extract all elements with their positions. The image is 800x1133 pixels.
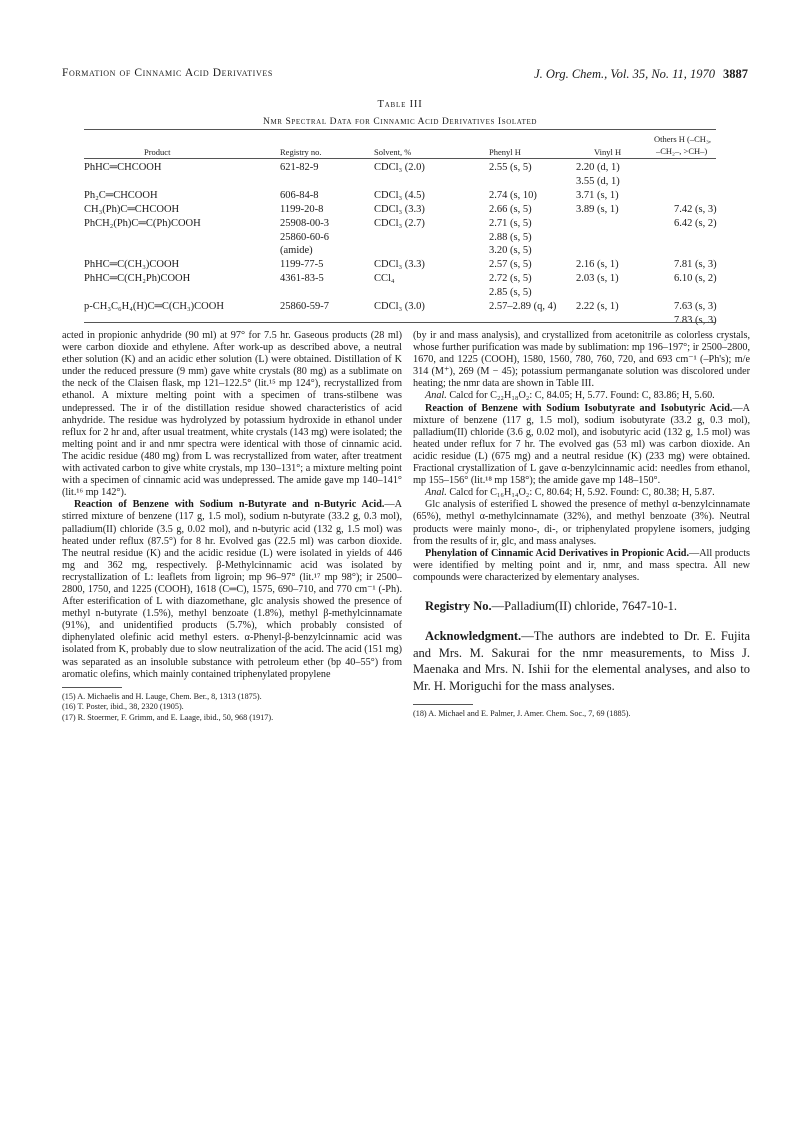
- table-cell-product: PhCH₂(Ph)C═C(Ph)COOH: [84, 217, 201, 229]
- table-cell-others: 6.10 (s, 2): [674, 273, 717, 285]
- table-cell-registry: 1199-77-5: [280, 259, 324, 271]
- column-header-product: Product: [144, 147, 171, 157]
- table-cell-registry: 4361-83-5: [280, 273, 324, 285]
- paragraph-crystallization: (by ir and mass analysis), and crystallized from acetonitrile as colorless crystals, whose further purification was made by sublimation: mp 196–197°; ir 2500–2800, 1670, and 1225 (COOH), 1580, 1560, 780, 760, 720, and 693 cm⁻¹ (–Ph's); m/e 314 (M⁺), 269 (M − 45); potassium permanganate solution was discolored under heating; the nmr data are shown in Table III.: [413, 330, 750, 390]
- column-header-others-line1: Others H (–CH₃,: [654, 134, 712, 144]
- anal-values: Calcd for C₁₆H₁₄O₂: C, 80.64; H, 5.92. Found: C, 80.38; H, 5.87.: [446, 487, 715, 499]
- footnote-17: (17) R. Stoermer, F. Grimm, and E. Laage, ibid., 50, 968 (1917).: [62, 712, 274, 722]
- section-heading-phenylation: Phenylation of Cinnamic Acid Derivatives in Propionic Acid.: [425, 547, 690, 559]
- table-cell-vinyl: 3.71 (s, 1): [576, 189, 619, 201]
- table-cell-phenyl: 2.66 (s, 5): [489, 203, 532, 215]
- table-cell-phenyl: 2.72 (s, 5): [489, 273, 532, 285]
- table-cell-vinyl: 2.16 (s, 1): [576, 259, 619, 271]
- running-header: [62, 67, 748, 87]
- column-header-solvent: Solvent, %: [374, 147, 412, 157]
- table-header-rule: [84, 158, 716, 159]
- table-cell-solvent: CDCl₃ (2.7): [374, 217, 425, 229]
- running-header-title: Formation of Cinnamic Acid Derivatives: [62, 67, 273, 79]
- section-body-phenylation: —All products were identified by melting point and ir, nmr, and mass spectra. All new compounds were characterized by elementary analyses.: [413, 547, 750, 583]
- table-cell-registry: 621-82-9: [280, 162, 319, 173]
- paragraph-glc-analysis: Glc analysis of esterified L showed the presence of methyl α-benzylcinnamate (65%), methyl α-methylcinnamate (32%), and methyl benzoate (3%). Neutral products were mainly mono-, di-, or triphenylated propylene isomers, judging from the results of ir, glc, and mass analyses.: [413, 499, 750, 547]
- table-cell-solvent: CCl₄: [374, 273, 395, 285]
- table-cell-registry: (amide): [280, 245, 313, 257]
- table-cell-registry: 25860-60-6: [280, 231, 329, 243]
- table-cell-others: 7.42 (s, 3): [674, 203, 717, 215]
- table-cell-phenyl: 2.71 (s, 5): [489, 217, 532, 229]
- table-cell-product: PhHC═C(CH₃)COOH: [84, 259, 180, 271]
- section-body-butyrate: —A stirred mixture of benzene (117 g, 1.5 mol), sodium n-butyrate (33.2 g, 0.3 mol), palladium(II) chloride (3.5 g, 0.02 mol), and n-butyric acid (132 g, 1.5 mol) was heated under reflux (87.5°) for 8 hr. Evolved gas (22.5 ml) was carbon dioxide. The neutral residue (K) and the acidic residue (L) were isolated in yields of 446 mg and 362 mg, respectively. β-Methylcinnamic acid was isolated by recrystallization of L: leaflets from ligroin; mp 96–97° (lit.¹⁷ mp 98°); ir 2500–2800, 1750, and 1225 (COOH), 1618 (C═C), 1575, 690–710, and 770 cm⁻¹ (-Ph). After esterification of L with diazomethane, glc analysis showed the presence of methyl n-butyrate (1.5%), methyl benzoate (1.8%), methyl β-methylcinnamate (91%), and unidentified products (5.7%), which probably consisted of diphenylated olefinic acid methyl esters. α-Phenyl-β-benzylcinnamic acid was isolated from K, probably due to slow neutralization of the acid. The acid (151 mg) was separated as an insoluble substance with petroleum ether (bp 40–55°) from aromatic olefins, which mainly contained triphenylated propylene: [62, 499, 402, 680]
- table-title: Table III: [377, 99, 423, 110]
- table-cell-registry: 25908-00-3: [280, 217, 329, 229]
- anal-values: Calcd for C₂₂H₁₈O₂: C, 84.05; H, 5.77. Found: C, 83.86; H, 5.60.: [446, 390, 715, 402]
- anal-label: Anal.: [425, 390, 447, 402]
- column-header-vinyl: Vinyl H: [594, 147, 622, 157]
- section-heading-isobutyrate: Reaction of Benzene with Sodium Isobutyrate and Isobutyric Acid.: [425, 402, 733, 414]
- registry-number-line: [413, 598, 750, 615]
- table-cell-registry: 25860-59-7: [280, 301, 329, 312]
- footnote-16: (16) T. Poster, ibid., 38, 2320 (1905).: [62, 702, 184, 712]
- table-cell-others: 7.81 (s, 3): [674, 259, 717, 271]
- table-cell-solvent: CDCl₃ (3.0): [374, 301, 425, 312]
- table-cell-product: PhHC═C(CH₂Ph)COOH: [84, 273, 191, 285]
- registry-body: —Palladium(II) chloride, 7647-10-1.: [491, 598, 678, 613]
- left-text-column: [62, 330, 402, 724]
- footnote-15: (15) A. Michaelis and H. Lauge, Chem. Ber., 8, 1313 (1875).: [62, 691, 262, 701]
- acknowledgment: [413, 628, 750, 694]
- paragraph-butyrate-reaction: [62, 499, 402, 680]
- table-cell-product: Ph₂C═CHCOOH: [84, 189, 158, 201]
- table-cell-vinyl: 3.55 (d, 1): [576, 175, 620, 187]
- table-cell-others: 6.42 (s, 2): [674, 217, 717, 229]
- paragraph-isobutyrate-reaction: [413, 403, 750, 488]
- table-cell-phenyl: 3.20 (s, 5): [489, 245, 532, 257]
- table-cell-phenyl: 2.55 (s, 5): [489, 162, 532, 173]
- section-body-isobutyrate: —A mixture of benzene (117 g, 1.5 mol), sodium isobutyrate (33.2 g, 0.3 mol), palladium(II) chloride (3.6 g, 0.02 mol), and isobutyric acid (132 g, 1.5 mol) was heated under reflux for 7 hr. The evolved gas (53 ml) was carbon dioxide. An acidic residue (L) (675 mg) and a neutral residue (K) (233 mg) were obtained. Fractional crystallization of L gave α-benzylcinnamic acid: needles from ethanol, mp 155–156° (lit.¹⁸ mp 158°); the amide gave mp 148–150°.: [413, 402, 750, 487]
- right-text-column: [413, 330, 750, 720]
- table-top-rule: [84, 129, 716, 130]
- table-caption: Nmr Spectral Data for Cinnamic Acid Derivatives Isolated: [262, 117, 538, 127]
- table-cell-vinyl: 2.03 (s, 1): [576, 273, 619, 285]
- registry-heading: Registry No.: [425, 598, 492, 613]
- table-cell-phenyl: 2.74 (s, 10): [489, 189, 537, 201]
- table-cell-product: p-CH₃C₆H₄(H)C═C(CH₃)COOH: [84, 301, 224, 312]
- table-cell-product: PhHC═CHCOOH: [84, 162, 162, 173]
- paragraph-stilbene-workup: acted in propionic anhydride (90 ml) at 97° for 7.5 hr. Gaseous products (28 ml) were carbon dioxide and ethylene. After work-up as described above, a neutral ether solution (K) and an acidic ether solution (L) were obtained. Distillation of K under the reduced pressure (9 mm) gave white crystals (80 mg) as a sublimate on the neck of the Claisen flask, mp 121–122.5° (lit.¹⁵ mp 124°), recrystallized from ethanol. A mixture melting point with a specimen of trans-stilbene was undepressed. The ir of the distillation residue showed characteristics of acid anhydride. The residue was hydrolyzed by potassium hydroxide in ethanol under reflux for 2 hr and, after usual treatment, white crystals (143 mg) were isolated; the melting point and ir and nmr spectra were identical with those of cinnamic acid. The acidic residue (480 mg) from L was recrystallized from water, after treatment with activated carbon to give white crystals, mp 130–131°; a mixture melting point with a specimen of cinnamic acid was undepressed. The amide gave mp 140–141° (lit.¹⁶ mp 142°).: [62, 330, 402, 499]
- table-cell-product: CH₃(Ph)C═CHCOOH: [84, 203, 180, 215]
- table-cell-vinyl: 3.89 (s, 1): [576, 203, 619, 215]
- table-cell-registry: 1199-20-8: [280, 203, 324, 215]
- table-cell-solvent: CDCl₃ (3.3): [374, 203, 425, 215]
- footnote-rule: [62, 687, 122, 688]
- footnote-18: (18) A. Michael and E. Palmer, J. Amer. Chem. Soc., 7, 69 (1885).: [413, 709, 631, 719]
- acknowledgment-body: —The authors are indebted to Dr. E. Fujita and Mrs. M. Sakurai for the nmr measurements, to Miss J. Maenaka and Mrs. N. Ishii for the elemental analyses, and also to Mr. H. Moriguchi for the mass analyses.: [413, 629, 750, 693]
- section-heading-butyrate: Reaction of Benzene with Sodium n-Butyrate and n-Butyric Acid.: [74, 499, 385, 511]
- table-cell-registry: 606-84-8: [280, 189, 319, 201]
- column-header-registry: Registry no.: [280, 147, 322, 157]
- journal-name: J. Org. Chem., Vol. 35, No. 11, 1970: [534, 67, 715, 81]
- table-cell-vinyl: 2.20 (d, 1): [576, 162, 620, 173]
- analysis-line-1: [413, 390, 750, 402]
- table-cell-solvent: CDCl₃ (3.3): [374, 259, 425, 271]
- paragraph-phenylation: [413, 548, 750, 584]
- table-cell-phenyl: 2.57 (s, 5): [489, 259, 532, 271]
- journal-citation: [534, 67, 748, 82]
- table-cell-others: 7.63 (s, 3): [674, 301, 717, 312]
- column-header-others-line2: –CH₂–, >CH–): [656, 146, 708, 156]
- analysis-line-2: [413, 487, 750, 499]
- column-header-phenyl: Phenyl H: [489, 147, 521, 157]
- table-cell-others: 7.83 (s, 3): [674, 314, 717, 326]
- acknowledgment-heading: Acknowledgment.: [425, 629, 522, 644]
- table-cell-solvent: CDCl₃ (4.5): [374, 189, 425, 201]
- anal-label: Anal.: [425, 487, 447, 499]
- page-number: 3887: [723, 67, 748, 81]
- table-cell-phenyl: 2.57–2.89 (q, 4): [489, 301, 557, 312]
- table-cell-solvent: CDCl₃ (2.0): [374, 162, 425, 173]
- table-cell-phenyl: 2.88 (s, 5): [489, 231, 532, 243]
- footnote-rule: [413, 704, 473, 705]
- table-cell-vinyl: 2.22 (s, 1): [576, 301, 619, 312]
- table-bottom-rule: [84, 322, 716, 323]
- table-cell-phenyl: 2.85 (s, 5): [489, 287, 532, 299]
